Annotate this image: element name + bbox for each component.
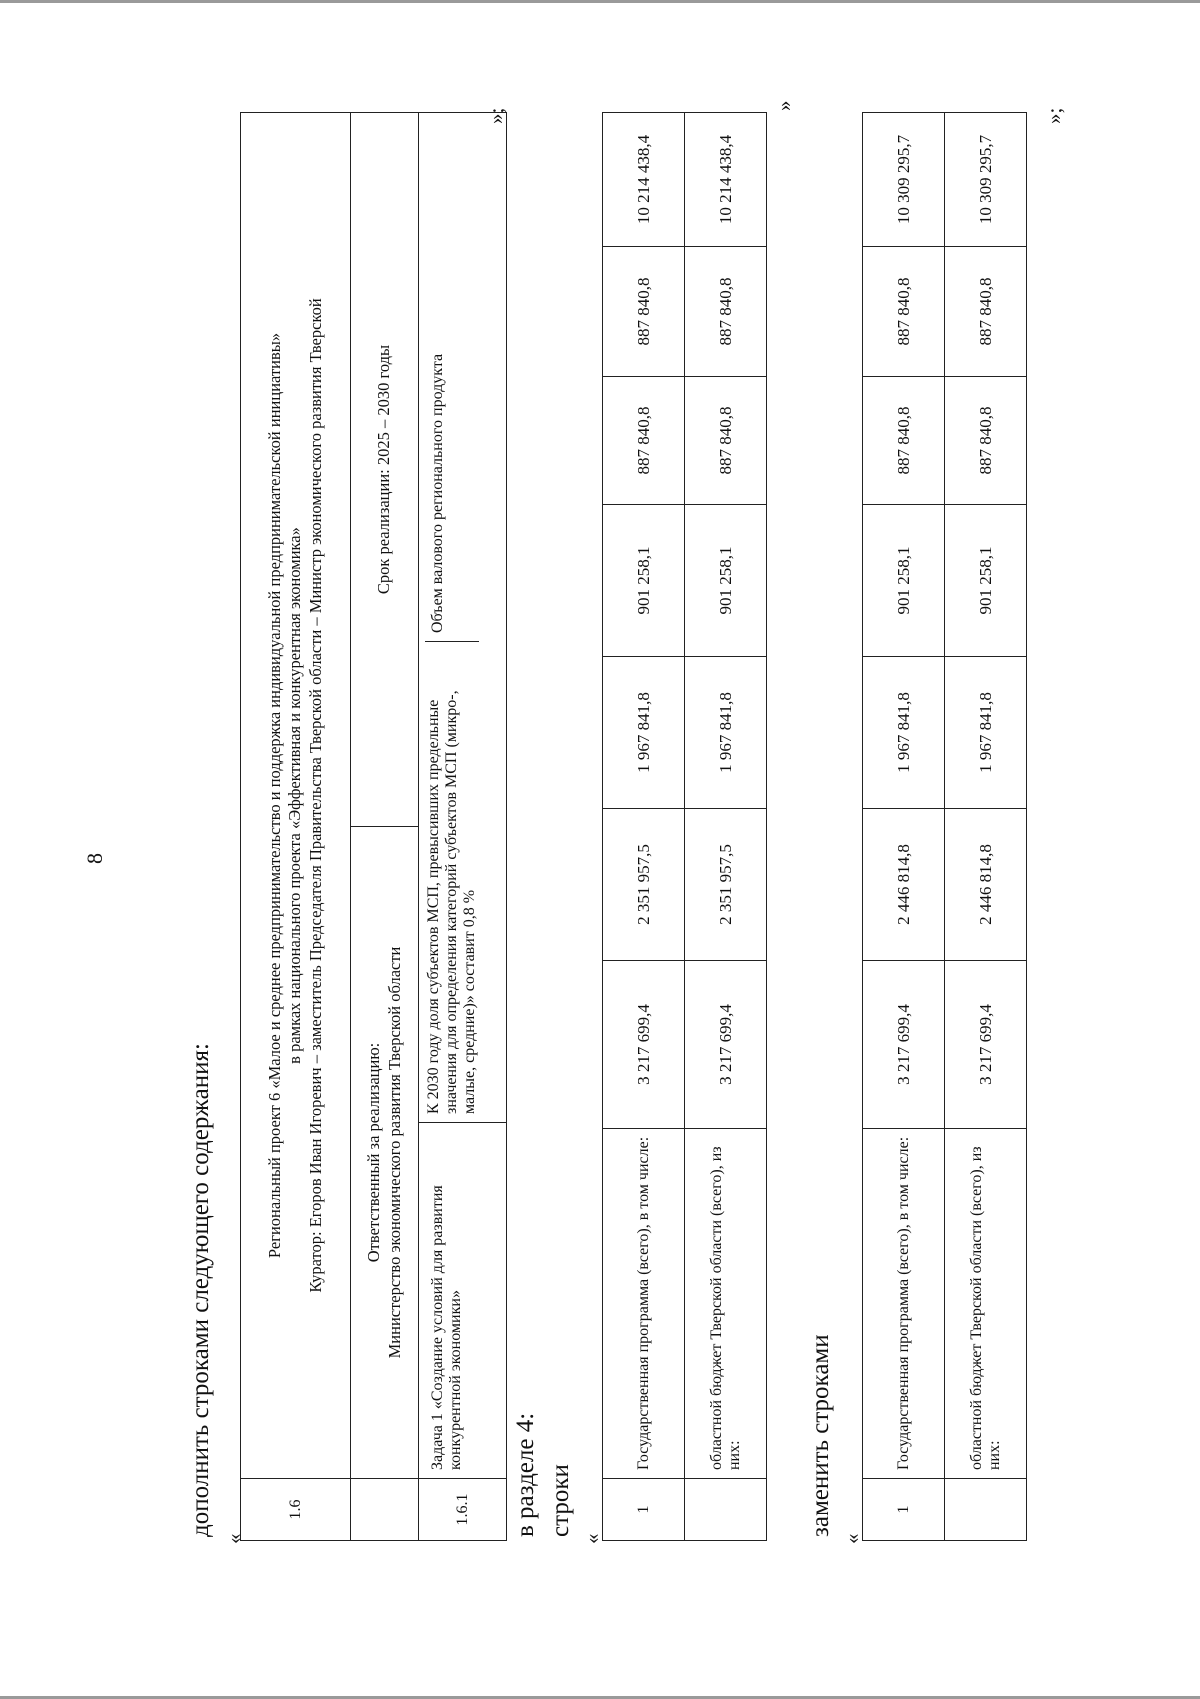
rows-new-table [862, 112, 1027, 1541]
task-details [419, 112, 507, 1122]
empty-cell [351, 1479, 419, 1541]
value-cell: 2 446 814,8 [863, 809, 945, 961]
value-cell: 887 840,8 [603, 247, 685, 377]
responsible-cell [351, 827, 419, 1479]
value-cell: 2 446 814,8 [945, 809, 1027, 961]
open-quote-2: « [580, 1533, 604, 1544]
row-number [685, 1479, 767, 1541]
row-label: Государственная программа (всего), в том числе: [603, 1129, 685, 1479]
value-cell: 2 351 957,5 [603, 809, 685, 961]
open-quote-1: « [222, 1533, 246, 1544]
table-row [945, 113, 1027, 1541]
row-label: областной бюджет Тверской области (всего), из них: [685, 1129, 767, 1479]
value-cell: 1 967 841,8 [863, 657, 945, 809]
task-result: К 2030 году доля субъектов МСП, превысивших предельные значения для определения категорий субъектов МСП (микро-, малые, средние)» составит 0,8 % [425, 690, 478, 1114]
close-quote-2: » [772, 100, 796, 111]
project-curator: Куратор: Егоров Иван Игоревич – заместитель Председателя Правительства Тверской области – Министр экономического развития Тверской [305, 298, 325, 1293]
close-quote-1: »; [484, 107, 508, 124]
page-number: 8 [82, 853, 107, 864]
value-cell: 887 840,8 [945, 377, 1027, 505]
row-number [945, 1479, 1027, 1541]
table-row [863, 113, 945, 1541]
value-cell: 10 309 295,7 [945, 113, 1027, 247]
value-cell: 887 840,8 [603, 377, 685, 505]
value-cell: 887 840,8 [863, 247, 945, 377]
value-cell: 887 840,8 [863, 377, 945, 505]
value-cell: 887 840,8 [945, 247, 1027, 377]
value-cell: 1 967 841,8 [603, 657, 685, 809]
rows-label: строки [547, 1464, 574, 1537]
value-cell: 1 967 841,8 [945, 657, 1027, 809]
open-quote-3: « [840, 1533, 864, 1544]
project-header [241, 112, 351, 1478]
value-cell: 1 967 841,8 [685, 657, 767, 809]
project-national: в рамках национального проекта «Эффективная и конкурентная экономика» [285, 527, 305, 1064]
table-row [603, 113, 685, 1541]
row-number: 1 [863, 1479, 945, 1541]
responsible-label: Ответственный за реализацию: [364, 1042, 384, 1263]
value-cell: 2 351 957,5 [685, 809, 767, 961]
term-cell: Срок реализации: 2025 – 2030 годы [351, 112, 419, 826]
row-number: 1 [603, 1479, 685, 1541]
row-label: областной бюджет Тверской области (всего), из них: [945, 1129, 1027, 1479]
intro-text: дополнить строками следующего содержания: [187, 1043, 214, 1537]
value-cell: 901 258,1 [945, 505, 1027, 657]
value-cell: 10 309 295,7 [863, 113, 945, 247]
value-cell: 3 217 699,4 [685, 961, 767, 1129]
replace-heading: заменить строками [807, 1334, 834, 1537]
task-text: Задача 1 «Создание условий для развития конкурентной экономики» [419, 1123, 507, 1479]
rows-old-table [602, 112, 767, 1541]
row-label: Государственная программа (всего), в том числе: [863, 1129, 945, 1479]
table-row [685, 113, 767, 1541]
value-cell: 10 214 438,4 [685, 113, 767, 247]
value-cell: 3 217 699,4 [945, 961, 1027, 1129]
project-table [240, 112, 507, 1541]
value-cell: 887 840,8 [685, 247, 767, 377]
close-quote-3: »; [1042, 107, 1066, 124]
value-cell: 3 217 699,4 [863, 961, 945, 1129]
project-title: Региональный проект 6 «Малое и среднее предпринимательство и поддержка индивидуальной предпринимательской инициативы» [264, 332, 284, 1259]
value-cell: 10 214 438,4 [603, 113, 685, 247]
project-number: 1.6 [241, 1479, 351, 1541]
value-cell: 901 258,1 [685, 505, 767, 657]
task-number: 1.6.1 [419, 1479, 507, 1541]
section4-heading: в разделе 4: [512, 1412, 539, 1537]
responsible-value: Министерство экономического развития Тверской области [384, 946, 404, 1359]
task-indicator: Объем валового регионального продукта [425, 119, 479, 642]
value-cell: 887 840,8 [685, 377, 767, 505]
value-cell: 901 258,1 [863, 505, 945, 657]
value-cell: 3 217 699,4 [603, 961, 685, 1129]
value-cell: 901 258,1 [603, 505, 685, 657]
